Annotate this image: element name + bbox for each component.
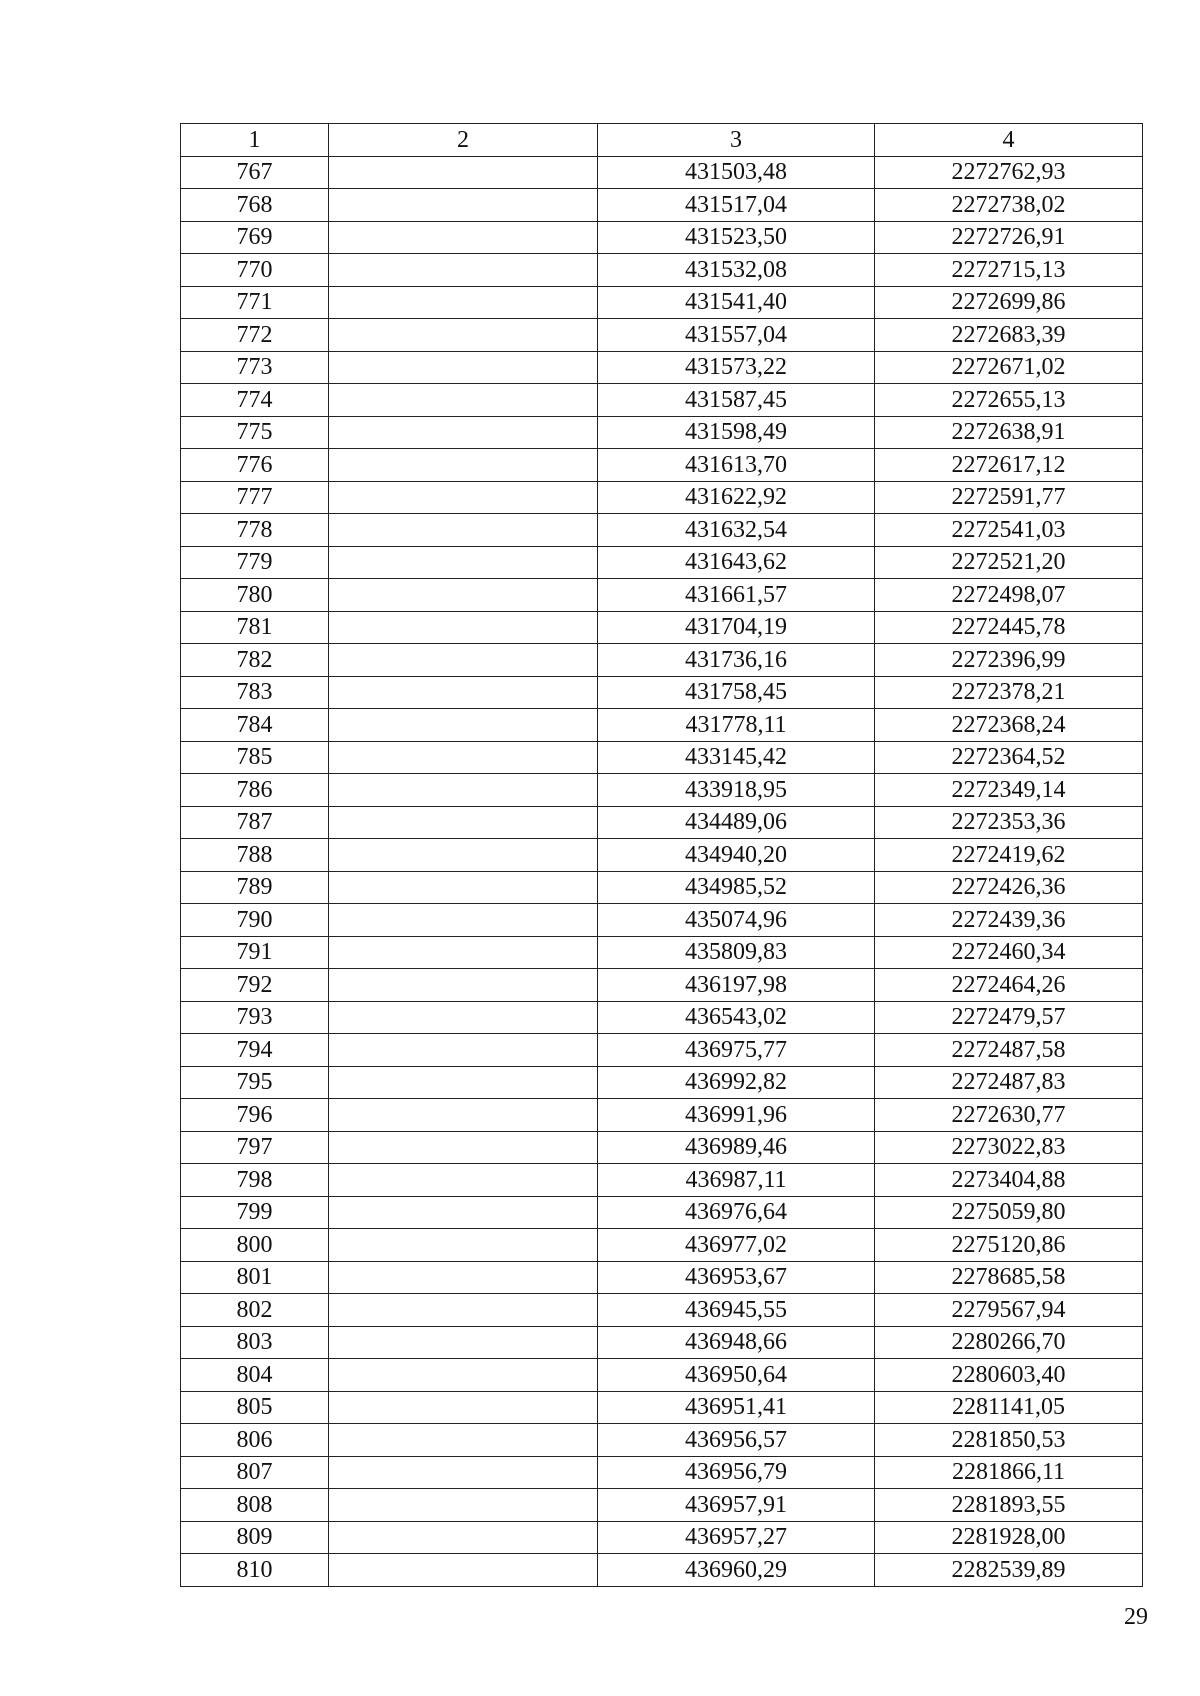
x-coordinate-cell: 434489,06 xyxy=(598,806,875,839)
x-coordinate-cell: 431517,04 xyxy=(598,189,875,222)
column-2-cell xyxy=(329,351,598,384)
column-2-cell xyxy=(329,1456,598,1489)
column-2-cell xyxy=(329,839,598,872)
column-header-3: 3 xyxy=(598,124,875,157)
y-coordinate-cell: 2281893,55 xyxy=(875,1489,1143,1522)
y-coordinate-cell: 2272617,12 xyxy=(875,449,1143,482)
table-row xyxy=(181,1359,1143,1392)
x-coordinate-cell: 436543,02 xyxy=(598,1001,875,1034)
x-coordinate-cell: 431758,45 xyxy=(598,676,875,709)
column-2-cell xyxy=(329,384,598,417)
table-row xyxy=(181,676,1143,709)
point-number-cell: 807 xyxy=(181,1456,329,1489)
point-number-cell: 808 xyxy=(181,1489,329,1522)
point-number-cell: 775 xyxy=(181,416,329,449)
column-2-cell xyxy=(329,1261,598,1294)
column-header-2: 2 xyxy=(329,124,598,157)
point-number-cell: 773 xyxy=(181,351,329,384)
y-coordinate-cell: 2275059,80 xyxy=(875,1196,1143,1229)
x-coordinate-cell: 436992,82 xyxy=(598,1066,875,1099)
column-2-cell xyxy=(329,1554,598,1587)
y-coordinate-cell: 2282539,89 xyxy=(875,1554,1143,1587)
table-row xyxy=(181,514,1143,547)
column-2-cell xyxy=(329,936,598,969)
y-coordinate-cell: 2272349,14 xyxy=(875,774,1143,807)
table-row xyxy=(181,1164,1143,1197)
y-coordinate-cell: 2272426,36 xyxy=(875,871,1143,904)
x-coordinate-cell: 431587,45 xyxy=(598,384,875,417)
table-row xyxy=(181,1294,1143,1327)
column-2-cell xyxy=(329,189,598,222)
column-2-cell xyxy=(329,774,598,807)
x-coordinate-cell: 431632,54 xyxy=(598,514,875,547)
table-row xyxy=(181,741,1143,774)
column-2-cell xyxy=(329,904,598,937)
y-coordinate-cell: 2272396,99 xyxy=(875,644,1143,677)
column-2-cell xyxy=(329,1424,598,1457)
x-coordinate-cell: 431503,48 xyxy=(598,156,875,189)
table-row xyxy=(181,1001,1143,1034)
column-2-cell xyxy=(329,286,598,319)
table-row xyxy=(181,189,1143,222)
point-number-cell: 788 xyxy=(181,839,329,872)
point-number-cell: 810 xyxy=(181,1554,329,1587)
table-row xyxy=(181,156,1143,189)
point-number-cell: 791 xyxy=(181,936,329,969)
table-row xyxy=(181,936,1143,969)
x-coordinate-cell: 434985,52 xyxy=(598,871,875,904)
point-number-cell: 776 xyxy=(181,449,329,482)
point-number-cell: 769 xyxy=(181,221,329,254)
x-coordinate-cell: 436960,29 xyxy=(598,1554,875,1587)
y-coordinate-cell: 2272378,21 xyxy=(875,676,1143,709)
table-row xyxy=(181,871,1143,904)
y-coordinate-cell: 2272762,93 xyxy=(875,156,1143,189)
column-2-cell xyxy=(329,611,598,644)
x-coordinate-cell: 436989,46 xyxy=(598,1131,875,1164)
table-row xyxy=(181,1131,1143,1164)
column-2-cell xyxy=(329,969,598,1002)
point-number-cell: 803 xyxy=(181,1326,329,1359)
x-coordinate-cell: 435809,83 xyxy=(598,936,875,969)
x-coordinate-cell: 436956,79 xyxy=(598,1456,875,1489)
x-coordinate-cell: 436197,98 xyxy=(598,969,875,1002)
table-row xyxy=(181,709,1143,742)
column-2-cell xyxy=(329,1001,598,1034)
y-coordinate-cell: 2272655,13 xyxy=(875,384,1143,417)
x-coordinate-cell: 431573,22 xyxy=(598,351,875,384)
table-row xyxy=(181,384,1143,417)
x-coordinate-cell: 435074,96 xyxy=(598,904,875,937)
column-2-cell xyxy=(329,481,598,514)
table-row xyxy=(181,416,1143,449)
point-number-cell: 795 xyxy=(181,1066,329,1099)
y-coordinate-cell: 2275120,86 xyxy=(875,1229,1143,1262)
x-coordinate-cell: 431622,92 xyxy=(598,481,875,514)
column-2-cell xyxy=(329,1164,598,1197)
y-coordinate-cell: 2272521,20 xyxy=(875,546,1143,579)
point-number-cell: 768 xyxy=(181,189,329,222)
column-2-cell xyxy=(329,1521,598,1554)
table-row xyxy=(181,1521,1143,1554)
point-number-cell: 774 xyxy=(181,384,329,417)
point-number-cell: 783 xyxy=(181,676,329,709)
y-coordinate-cell: 2272541,03 xyxy=(875,514,1143,547)
point-number-cell: 801 xyxy=(181,1261,329,1294)
table-row xyxy=(181,579,1143,612)
column-2-cell xyxy=(329,254,598,287)
point-number-cell: 796 xyxy=(181,1099,329,1132)
table-row xyxy=(181,286,1143,319)
column-2-cell xyxy=(329,546,598,579)
table-row xyxy=(181,1424,1143,1457)
y-coordinate-cell: 2272364,52 xyxy=(875,741,1143,774)
table-row xyxy=(181,351,1143,384)
column-2-cell xyxy=(329,1131,598,1164)
y-coordinate-cell: 2281866,11 xyxy=(875,1456,1143,1489)
table-row xyxy=(181,1554,1143,1587)
x-coordinate-cell: 434940,20 xyxy=(598,839,875,872)
column-2-cell xyxy=(329,1294,598,1327)
x-coordinate-cell: 431541,40 xyxy=(598,286,875,319)
y-coordinate-cell: 2272715,13 xyxy=(875,254,1143,287)
column-2-cell xyxy=(329,449,598,482)
table-row xyxy=(181,1261,1143,1294)
x-coordinate-cell: 436975,77 xyxy=(598,1034,875,1067)
column-2-cell xyxy=(329,1391,598,1424)
y-coordinate-cell: 2272630,77 xyxy=(875,1099,1143,1132)
point-number-cell: 771 xyxy=(181,286,329,319)
y-coordinate-cell: 2272419,62 xyxy=(875,839,1143,872)
y-coordinate-cell: 2280603,40 xyxy=(875,1359,1143,1392)
point-number-cell: 802 xyxy=(181,1294,329,1327)
y-coordinate-cell: 2272671,02 xyxy=(875,351,1143,384)
x-coordinate-cell: 431778,11 xyxy=(598,709,875,742)
y-coordinate-cell: 2272498,07 xyxy=(875,579,1143,612)
point-number-cell: 772 xyxy=(181,319,329,352)
y-coordinate-cell: 2272726,91 xyxy=(875,221,1143,254)
y-coordinate-cell: 2281850,53 xyxy=(875,1424,1143,1457)
table-row xyxy=(181,644,1143,677)
column-2-cell xyxy=(329,1326,598,1359)
x-coordinate-cell: 431523,50 xyxy=(598,221,875,254)
x-coordinate-cell: 431661,57 xyxy=(598,579,875,612)
point-number-cell: 781 xyxy=(181,611,329,644)
y-coordinate-cell: 2279567,94 xyxy=(875,1294,1143,1327)
table-row xyxy=(181,546,1143,579)
column-header-4: 4 xyxy=(875,124,1143,157)
x-coordinate-cell: 431557,04 xyxy=(598,319,875,352)
y-coordinate-cell: 2273404,88 xyxy=(875,1164,1143,1197)
column-2-cell xyxy=(329,156,598,189)
column-2-cell xyxy=(329,741,598,774)
column-2-cell xyxy=(329,319,598,352)
x-coordinate-cell: 436956,57 xyxy=(598,1424,875,1457)
table-row xyxy=(181,1229,1143,1262)
table-row xyxy=(181,1034,1143,1067)
column-2-cell xyxy=(329,676,598,709)
point-number-cell: 789 xyxy=(181,871,329,904)
point-number-cell: 794 xyxy=(181,1034,329,1067)
page-number: 29 xyxy=(1124,1604,1148,1630)
point-number-cell: 780 xyxy=(181,579,329,612)
point-number-cell: 797 xyxy=(181,1131,329,1164)
table-header xyxy=(181,124,1143,157)
table-row xyxy=(181,221,1143,254)
column-2-cell xyxy=(329,1066,598,1099)
column-2-cell xyxy=(329,644,598,677)
table-row xyxy=(181,1391,1143,1424)
y-coordinate-cell: 2272487,83 xyxy=(875,1066,1143,1099)
table-row xyxy=(181,611,1143,644)
y-coordinate-cell: 2272353,36 xyxy=(875,806,1143,839)
table-row xyxy=(181,319,1143,352)
x-coordinate-cell: 436945,55 xyxy=(598,1294,875,1327)
table-body xyxy=(181,156,1143,1586)
table-row xyxy=(181,904,1143,937)
y-coordinate-cell: 2272738,02 xyxy=(875,189,1143,222)
y-coordinate-cell: 2272591,77 xyxy=(875,481,1143,514)
column-2-cell xyxy=(329,1034,598,1067)
column-2-cell xyxy=(329,806,598,839)
point-number-cell: 767 xyxy=(181,156,329,189)
column-2-cell xyxy=(329,1099,598,1132)
column-2-cell xyxy=(329,579,598,612)
x-coordinate-cell: 436951,41 xyxy=(598,1391,875,1424)
point-number-cell: 798 xyxy=(181,1164,329,1197)
coordinates-table xyxy=(180,123,1143,1587)
table-row xyxy=(181,1066,1143,1099)
x-coordinate-cell: 431704,19 xyxy=(598,611,875,644)
column-2-cell xyxy=(329,1489,598,1522)
table-row xyxy=(181,254,1143,287)
column-2-cell xyxy=(329,221,598,254)
point-number-cell: 784 xyxy=(181,709,329,742)
y-coordinate-cell: 2280266,70 xyxy=(875,1326,1143,1359)
table-row xyxy=(181,481,1143,514)
table-row xyxy=(181,449,1143,482)
x-coordinate-cell: 433918,95 xyxy=(598,774,875,807)
point-number-cell: 799 xyxy=(181,1196,329,1229)
point-number-cell: 777 xyxy=(181,481,329,514)
table-row xyxy=(181,1326,1143,1359)
x-coordinate-cell: 436957,27 xyxy=(598,1521,875,1554)
column-header-1: 1 xyxy=(181,124,329,157)
point-number-cell: 804 xyxy=(181,1359,329,1392)
header-row xyxy=(181,124,1143,157)
point-number-cell: 785 xyxy=(181,741,329,774)
x-coordinate-cell: 436991,96 xyxy=(598,1099,875,1132)
y-coordinate-cell: 2272683,39 xyxy=(875,319,1143,352)
y-coordinate-cell: 2273022,83 xyxy=(875,1131,1143,1164)
point-number-cell: 800 xyxy=(181,1229,329,1262)
y-coordinate-cell: 2272460,34 xyxy=(875,936,1143,969)
y-coordinate-cell: 2272638,91 xyxy=(875,416,1143,449)
y-coordinate-cell: 2281928,00 xyxy=(875,1521,1143,1554)
column-2-cell xyxy=(329,1196,598,1229)
column-2-cell xyxy=(329,514,598,547)
point-number-cell: 770 xyxy=(181,254,329,287)
table-row xyxy=(181,1196,1143,1229)
point-number-cell: 805 xyxy=(181,1391,329,1424)
y-coordinate-cell: 2272445,78 xyxy=(875,611,1143,644)
point-number-cell: 790 xyxy=(181,904,329,937)
x-coordinate-cell: 433145,42 xyxy=(598,741,875,774)
x-coordinate-cell: 436948,66 xyxy=(598,1326,875,1359)
x-coordinate-cell: 436987,11 xyxy=(598,1164,875,1197)
column-2-cell xyxy=(329,1229,598,1262)
point-number-cell: 782 xyxy=(181,644,329,677)
point-number-cell: 792 xyxy=(181,969,329,1002)
x-coordinate-cell: 431532,08 xyxy=(598,254,875,287)
table-row xyxy=(181,969,1143,1002)
x-coordinate-cell: 436957,91 xyxy=(598,1489,875,1522)
y-coordinate-cell: 2281141,05 xyxy=(875,1391,1143,1424)
y-coordinate-cell: 2278685,58 xyxy=(875,1261,1143,1294)
x-coordinate-cell: 436976,64 xyxy=(598,1196,875,1229)
column-2-cell xyxy=(329,1359,598,1392)
x-coordinate-cell: 436977,02 xyxy=(598,1229,875,1262)
x-coordinate-cell: 431736,16 xyxy=(598,644,875,677)
table-row xyxy=(181,1489,1143,1522)
y-coordinate-cell: 2272439,36 xyxy=(875,904,1143,937)
table-row xyxy=(181,839,1143,872)
column-2-cell xyxy=(329,416,598,449)
x-coordinate-cell: 431598,49 xyxy=(598,416,875,449)
point-number-cell: 809 xyxy=(181,1521,329,1554)
point-number-cell: 806 xyxy=(181,1424,329,1457)
y-coordinate-cell: 2272487,58 xyxy=(875,1034,1143,1067)
x-coordinate-cell: 436953,67 xyxy=(598,1261,875,1294)
point-number-cell: 779 xyxy=(181,546,329,579)
x-coordinate-cell: 431643,62 xyxy=(598,546,875,579)
point-number-cell: 793 xyxy=(181,1001,329,1034)
y-coordinate-cell: 2272699,86 xyxy=(875,286,1143,319)
y-coordinate-cell: 2272464,26 xyxy=(875,969,1143,1002)
table-row xyxy=(181,1099,1143,1132)
table-row xyxy=(181,774,1143,807)
table-row xyxy=(181,806,1143,839)
point-number-cell: 778 xyxy=(181,514,329,547)
column-2-cell xyxy=(329,709,598,742)
point-number-cell: 787 xyxy=(181,806,329,839)
x-coordinate-cell: 436950,64 xyxy=(598,1359,875,1392)
table-row xyxy=(181,1456,1143,1489)
column-2-cell xyxy=(329,871,598,904)
x-coordinate-cell: 431613,70 xyxy=(598,449,875,482)
y-coordinate-cell: 2272368,24 xyxy=(875,709,1143,742)
point-number-cell: 786 xyxy=(181,774,329,807)
y-coordinate-cell: 2272479,57 xyxy=(875,1001,1143,1034)
